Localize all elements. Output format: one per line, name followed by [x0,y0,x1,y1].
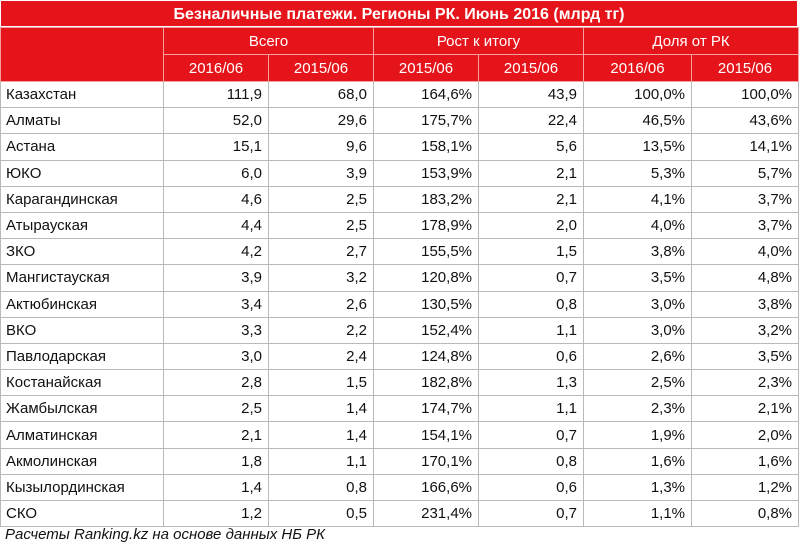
table-row [1,239,799,265]
value-cell: 2,5 [269,186,374,212]
value-cell: 5,3% [584,160,692,186]
value-cell: 100,0% [692,82,799,108]
value-cell: 170,1% [374,448,479,474]
value-cell: 153,9% [374,160,479,186]
value-cell: 2,5 [164,396,269,422]
value-cell: 1,4 [269,396,374,422]
value-cell: 0,6 [479,474,584,500]
sub-header: 2015/06 [479,55,584,82]
value-cell: 155,5% [374,239,479,265]
region-name-cell: Павлодарская [1,343,164,369]
value-cell: 2,0% [692,422,799,448]
value-cell: 152,4% [374,317,479,343]
region-name-cell: Актюбинская [1,291,164,317]
value-cell: 5,6 [479,134,584,160]
table-title: Безналичные платежи. Регионы РК. Июнь 2016 (млрд тг) [0,0,798,27]
value-cell: 4,4 [164,212,269,238]
sub-header: 2016/06 [584,55,692,82]
value-cell: 0,8 [479,448,584,474]
group-header-growth: Рост к итогу [374,28,584,55]
value-cell: 2,8 [164,370,269,396]
value-cell: 174,7% [374,396,479,422]
value-cell: 5,7% [692,160,799,186]
value-cell: 231,4% [374,501,479,527]
value-cell: 14,1% [692,134,799,160]
value-cell: 4,0% [584,212,692,238]
value-cell: 2,1 [479,160,584,186]
value-cell: 2,5 [269,212,374,238]
value-cell: 1,2% [692,474,799,500]
value-cell: 1,1 [479,396,584,422]
value-cell: 0,7 [479,501,584,527]
value-cell: 1,3 [479,370,584,396]
sub-header: 2015/06 [269,55,374,82]
value-cell: 13,5% [584,134,692,160]
value-cell: 3,0% [584,317,692,343]
value-cell: 3,5% [584,265,692,291]
value-cell: 4,6 [164,186,269,212]
value-cell: 2,2 [269,317,374,343]
value-cell: 2,3% [584,396,692,422]
value-cell: 2,7 [269,239,374,265]
value-cell: 46,5% [584,108,692,134]
region-name-cell: Кызылординская [1,474,164,500]
table-row [1,186,799,212]
table-row [1,448,799,474]
region-name-cell: Астана [1,134,164,160]
value-cell: 52,0 [164,108,269,134]
value-cell: 2,4 [269,343,374,369]
table-row [1,212,799,238]
value-cell: 4,1% [584,186,692,212]
value-cell: 3,4 [164,291,269,317]
region-name-cell: СКО [1,501,164,527]
value-cell: 2,6% [584,343,692,369]
value-cell: 178,9% [374,212,479,238]
table-row [1,265,799,291]
value-cell: 3,9 [164,265,269,291]
table-row [1,160,799,186]
value-cell: 183,2% [374,186,479,212]
region-header-blank [1,28,164,82]
region-name-cell: Алматы [1,108,164,134]
value-cell: 1,1 [269,448,374,474]
value-cell: 158,1% [374,134,479,160]
value-cell: 3,7% [692,212,799,238]
value-cell: 1,4 [269,422,374,448]
table-row [1,291,799,317]
value-cell: 1,8 [164,448,269,474]
source-footnote: Расчеты Ranking.kz на основе данных НБ РК [5,526,326,543]
table-row [1,396,799,422]
region-name-cell: Атырауская [1,212,164,238]
table-row [1,317,799,343]
value-cell: 100,0% [584,82,692,108]
region-name-cell: ВКО [1,317,164,343]
value-cell: 3,0 [164,343,269,369]
value-cell: 4,0% [692,239,799,265]
value-cell: 6,0 [164,160,269,186]
value-cell: 0,8 [269,474,374,500]
value-cell: 175,7% [374,108,479,134]
value-cell: 29,6 [269,108,374,134]
value-cell: 0,7 [479,265,584,291]
group-header-share: Доля от РК [584,28,799,55]
value-cell: 15,1 [164,134,269,160]
value-cell: 3,5% [692,343,799,369]
value-cell: 0,5 [269,501,374,527]
value-cell: 43,9 [479,82,584,108]
table-row [1,370,799,396]
value-cell: 182,8% [374,370,479,396]
value-cell: 111,9 [164,82,269,108]
value-cell: 2,0 [479,212,584,238]
value-cell: 2,6 [269,291,374,317]
value-cell: 3,9 [269,160,374,186]
sub-header: 2015/06 [374,55,479,82]
value-cell: 0,6 [479,343,584,369]
group-header-row [1,28,799,55]
value-cell: 68,0 [269,82,374,108]
table-row [1,108,799,134]
region-name-cell: Жамбылская [1,396,164,422]
value-cell: 3,7% [692,186,799,212]
value-cell: 3,3 [164,317,269,343]
value-cell: 1,2 [164,501,269,527]
region-name-cell: Карагандинская [1,186,164,212]
value-cell: 0,8% [692,501,799,527]
group-header-total: Всего [164,28,374,55]
value-cell: 1,5 [269,370,374,396]
table-row [1,343,799,369]
table-body [1,82,799,527]
table-row [1,82,799,108]
data-table [0,27,799,527]
sub-header: 2015/06 [692,55,799,82]
table-row [1,134,799,160]
value-cell: 43,6% [692,108,799,134]
value-cell: 1,4 [164,474,269,500]
value-cell: 1,9% [584,422,692,448]
value-cell: 3,2 [269,265,374,291]
value-cell: 2,5% [584,370,692,396]
table-row [1,422,799,448]
value-cell: 2,1% [692,396,799,422]
value-cell: 1,3% [584,474,692,500]
value-cell: 3,8% [692,291,799,317]
value-cell: 1,1% [584,501,692,527]
region-name-cell: Алматинская [1,422,164,448]
value-cell: 1,5 [479,239,584,265]
value-cell: 4,2 [164,239,269,265]
region-name-cell: Казахстан [1,82,164,108]
value-cell: 3,0% [584,291,692,317]
value-cell: 166,6% [374,474,479,500]
value-cell: 0,8 [479,291,584,317]
region-name-cell: Мангистауская [1,265,164,291]
value-cell: 2,3% [692,370,799,396]
value-cell: 1,6% [692,448,799,474]
value-cell: 2,1 [479,186,584,212]
value-cell: 4,8% [692,265,799,291]
value-cell: 124,8% [374,343,479,369]
table-row [1,501,799,527]
value-cell: 130,5% [374,291,479,317]
table-row [1,474,799,500]
value-cell: 120,8% [374,265,479,291]
value-cell: 1,6% [584,448,692,474]
value-cell: 22,4 [479,108,584,134]
value-cell: 2,1 [164,422,269,448]
value-cell: 3,2% [692,317,799,343]
value-cell: 1,1 [479,317,584,343]
region-name-cell: Костанайская [1,370,164,396]
value-cell: 164,6% [374,82,479,108]
region-name-cell: ЗКО [1,239,164,265]
value-cell: 0,7 [479,422,584,448]
sub-header: 2016/06 [164,55,269,82]
value-cell: 3,8% [584,239,692,265]
value-cell: 154,1% [374,422,479,448]
region-name-cell: Акмолинская [1,448,164,474]
region-name-cell: ЮКО [1,160,164,186]
value-cell: 9,6 [269,134,374,160]
